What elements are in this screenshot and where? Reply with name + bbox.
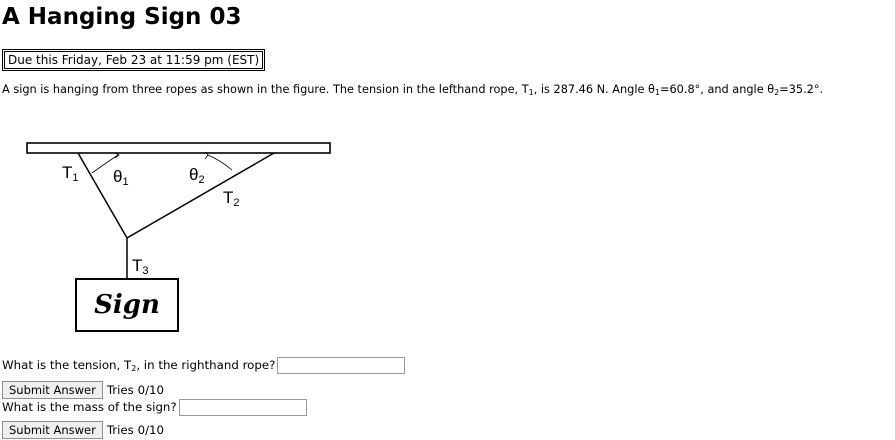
page-title: A Hanging Sign 03 <box>2 4 242 30</box>
tries-counter-1: Tries 0/10 <box>106 382 165 397</box>
problem-text-2: , is 287.46 N. Angle θ <box>533 83 655 96</box>
question-1-text-end: , in the righthand rope? <box>136 358 276 372</box>
problem-theta2-subscript: 2 <box>774 88 780 97</box>
hanging-sign-figure <box>20 135 340 340</box>
ceiling-beam <box>27 143 330 153</box>
due-date-box <box>2 49 265 71</box>
question-2-text: What is the mass of the sign? <box>2 400 177 414</box>
T3-label: T3 <box>132 256 149 277</box>
theta2-label: θ2 <box>189 165 205 186</box>
mass-answer-input[interactable] <box>179 399 307 416</box>
question-1 <box>2 357 405 374</box>
due-date-text: Due this Friday, Feb 23 at 11:59 pm (EST) <box>4 51 263 69</box>
submit-answer-button-2[interactable]: Submit Answer <box>2 421 103 439</box>
theta2-angle-arc <box>208 155 232 170</box>
T2-label: T2 <box>223 188 240 209</box>
tension-answer-input[interactable] <box>277 357 405 374</box>
theta1-label: θ1 <box>113 167 129 188</box>
sign-text: Sign <box>94 290 160 320</box>
submit-answer-button-1[interactable]: Submit Answer <box>2 381 103 399</box>
question-1-text: What is the tension, T <box>2 358 132 372</box>
question-1-submit-row <box>2 379 164 399</box>
problem-theta1-subscript: 1 <box>654 88 661 97</box>
problem-T1-subscript: 1 <box>528 88 534 97</box>
question-2-submit-row <box>2 419 164 439</box>
question-1-subscript: 2 <box>131 364 137 373</box>
problem-statement <box>2 82 823 98</box>
problem-text-4: =35.2°. <box>779 83 824 96</box>
problem-text-3: =60.8°, and angle θ <box>660 83 775 96</box>
problem-text-1: A sign is hanging from three ropes as shown in the figure. The tension in the lefthand rope, T <box>2 83 529 96</box>
right-rope <box>127 153 274 238</box>
question-2 <box>2 399 307 416</box>
T1-label: T1 <box>62 163 79 184</box>
tries-counter-2: Tries 0/10 <box>106 422 165 437</box>
